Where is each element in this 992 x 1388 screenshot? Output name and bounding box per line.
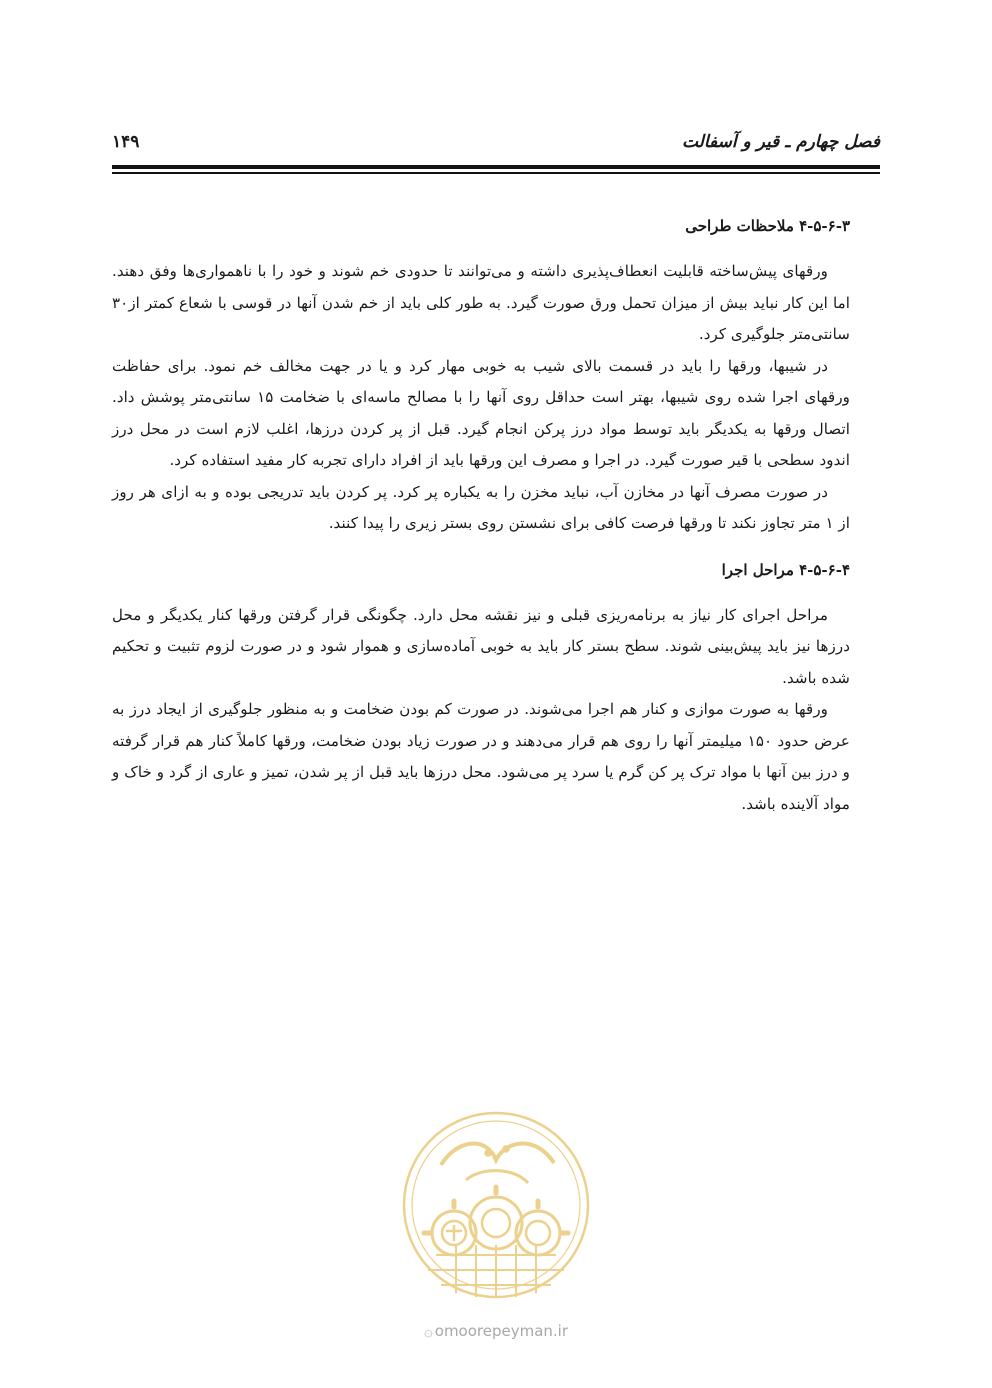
paragraph: ورقهای پیش‌ساخته قابلیت انعطاف‌پذیری داشته و می‌توانند تا حدودی خم شوند و خود را با ناهمواری‌ها وفق دهند. اما این کار نباید بیش از میزان تحمل ورق صورت گیرد. به طور کلی باید از خم شدن آنها در قوسی با شعاع کمتر از۳۰ سانتی‌متر جلوگیری کرد. (112, 262, 850, 343)
section (112, 212, 850, 540)
chapter-title: فصل چهارم ـ قیر و آسفالت (681, 132, 880, 152)
page-number: ۱۴۹ (112, 132, 140, 152)
watermark-logo-icon (396, 1105, 596, 1315)
paragraph: مراحل اجرای کار نیاز به برنامه‌ریزی قبلی و نیز نقشه محل دارد. چگونگی قرار گرفتن ورقها کنار یکدیگر و محل درزها نیز باید پیش‌بینی شوند. سطح بستر کار باید به خوبی آماده‌سازی و هموار شود و در صورت لزوم تثبیت و تحکیم شده باشد. (112, 605, 850, 687)
section-spacer (112, 540, 850, 556)
watermark-logo (396, 1105, 596, 1315)
paragraph: ورقها به صورت موازی و کنار هم اجرا می‌شوند. در صورت کم بودن ضخامت و به منظور جلوگیری از ایجاد درز به عرض حدود ۱۵۰ میلیمتر آنها را روی هم قرار می‌دهند و در صورت زیاد بودن ضخامت، ورقها کاملاً کنار هم قرار گرفته و درز بین آنها با مواد ترک پر کن گرم یا سرد پر می‌شود. محل درزها باید قبل از پر شدن، تمیز و عاری از گرد و خاک و مواد آلاینده باشد. (112, 700, 850, 813)
page-header (112, 128, 880, 158)
watermark-url (396, 1322, 596, 1340)
paragraph: در شیبها، ورقها را باید در قسمت بالای شیب به خوبی مهار کرد و یا در جهت مخالف خم نمود. برای حفاظت ورقهای اجرا شده روی شیبها، بهتر است حداقل روی آنها را با مصالح ماسه‌ای با ضخامت ۱۵ سانتی‌متر پوشش داد. اتصال ورقها به یکدیگر باید توسط مواد درز پرکن انجام گیرد. قبل از پر کردن درزها، اغلب لازم است در محل درز اندود سطحی با قیر صورت گیرد. در اجرا و مصرف این ورقها باید از افراد دارای تجربه کار مفید استفاده کرد. (112, 356, 850, 469)
watermark-emblem-icon: ۞ (423, 1322, 433, 1340)
paragraph: در صورت مصرف آنها در مخازن آب، نباید مخزن را به یکباره پر کرد. پر کردن باید تدریجی بوده و به ازای هر روز از ۱ متر تجاوز نکند تا ورقها فرصت کافی برای نشستن روی بستر زیری را پیدا کنند. (112, 482, 850, 532)
header-rule-thin (112, 172, 880, 174)
section (112, 556, 850, 821)
section-heading: ۴-۵-۶-۳ ملاحظات طراحی (685, 217, 850, 235)
watermark-url-text: omoorepeyman.ir (434, 1322, 569, 1340)
header-rule-thick (112, 165, 880, 169)
page-body (112, 212, 850, 820)
section-heading: ۴-۵-۶-۴ مراحل اجرا (721, 560, 850, 579)
